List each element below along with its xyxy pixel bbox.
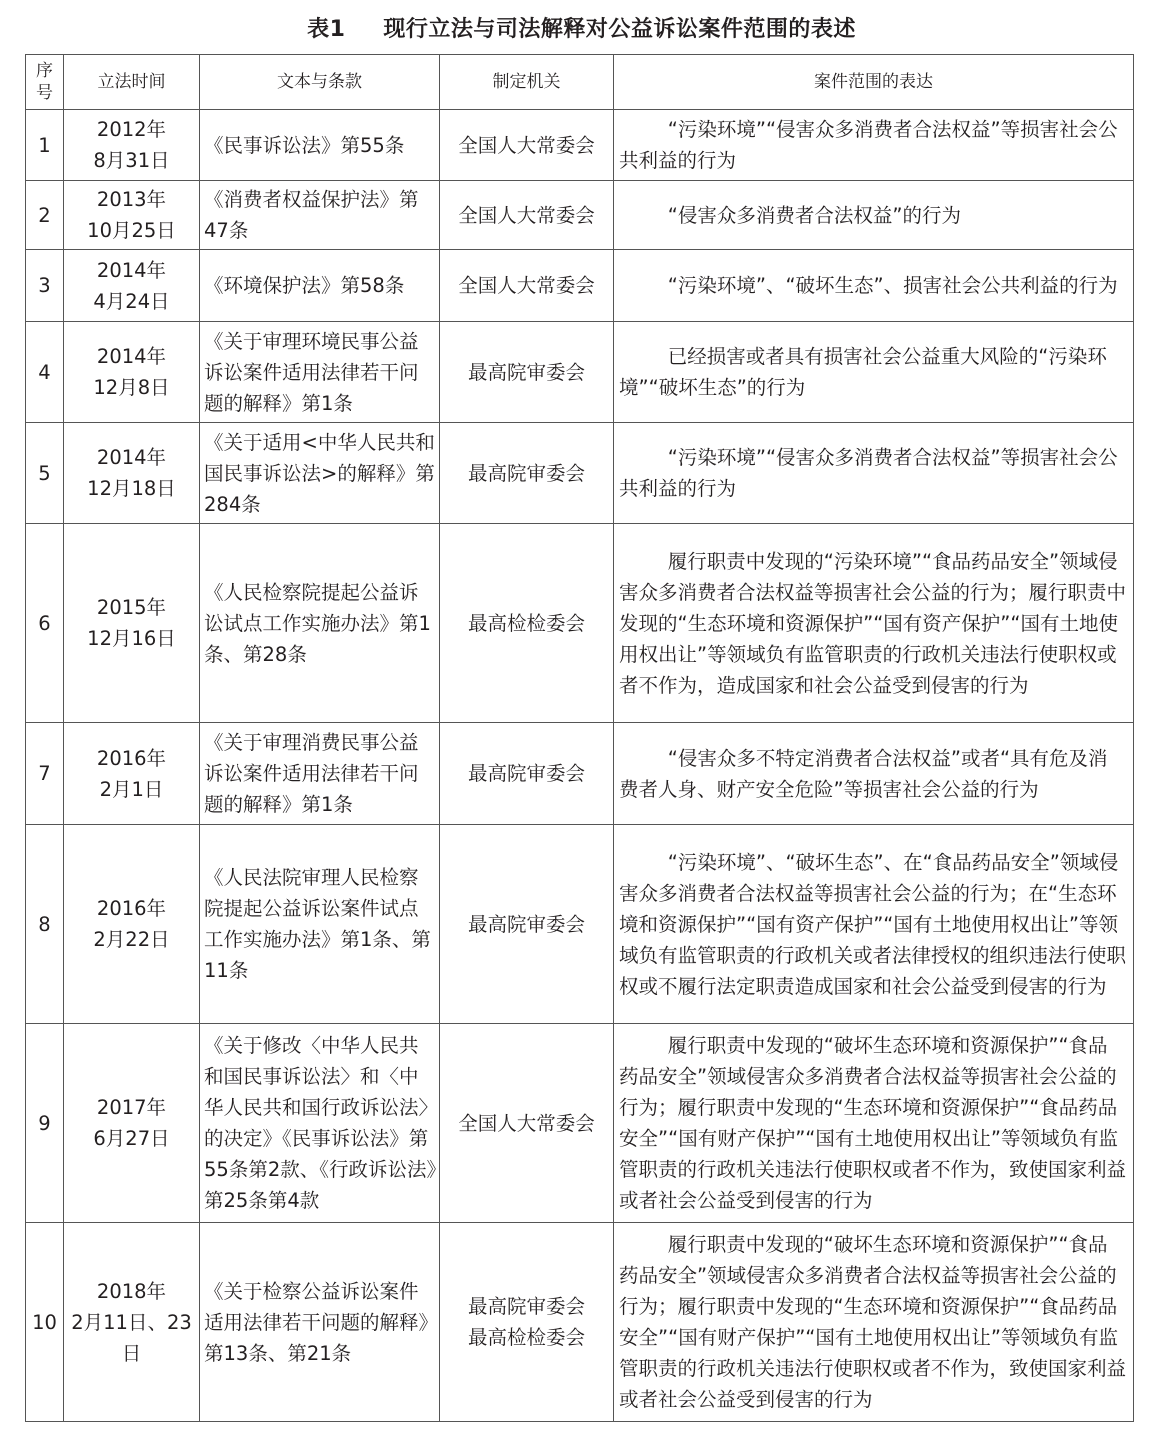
cell-seq: 5: [26, 423, 64, 524]
date-line: 2014年: [96, 258, 167, 282]
cell-text-clause: 《人民检察院提起公益诉讼试点工作实施办法》第1条、第28条: [200, 524, 440, 723]
date-line: 2014年: [96, 345, 167, 368]
cell-date: [64, 524, 200, 723]
cell-text-clause: 《民事诉讼法》第55条: [200, 110, 440, 181]
cell-seq: 3: [26, 250, 64, 322]
date-line: 2017年: [96, 1096, 167, 1119]
table-row: [26, 1223, 1134, 1422]
date-line: 2013年: [96, 188, 167, 211]
cell-org: [440, 1024, 614, 1223]
scope-text: “侵害众多消费者合法权益”的行为: [667, 203, 961, 227]
cell-scope: [614, 723, 1134, 825]
date-line: 8月31日: [93, 149, 170, 172]
cell-text-clause: 《关于审理消费民事公益诉讼案件适用法律若干问题的解释》第1条: [200, 723, 440, 825]
table-title: [0, 12, 1163, 43]
date-line: 12月16日: [87, 627, 176, 650]
table-number: 表1: [307, 17, 346, 42]
cell-seq: 7: [26, 723, 64, 825]
header-date: 立法时间: [64, 55, 200, 110]
cell-seq: 4: [26, 322, 64, 423]
cell-text-clause: 《环境保护法》第58条: [200, 250, 440, 322]
cell-text-clause: 《消费者权益保护法》第47条: [200, 181, 440, 250]
cell-scope: [614, 1223, 1134, 1422]
cell-scope: [614, 181, 1134, 250]
table-row: [26, 322, 1134, 423]
cell-seq: 9: [26, 1024, 64, 1223]
header-seq: 序号: [26, 55, 64, 110]
date-line: 4月24日: [93, 289, 170, 313]
cell-org: [440, 423, 614, 524]
cell-seq: 8: [26, 825, 64, 1024]
header-org: 制定机关: [440, 55, 614, 110]
org-line: 最高院审委会: [467, 762, 585, 785]
org-line: 全国人大常委会: [458, 274, 595, 297]
cell-text-clause: 《关于修改〈中华人民共和国民事诉讼法〉和〈中华人民共和国行政诉讼法〉的决定》《民事诉讼法》第55条第2款、《行政诉讼法》第25条第4款: [200, 1024, 440, 1223]
cell-org: [440, 1223, 614, 1422]
org-line: 最高院审委会: [467, 360, 585, 384]
cell-scope: [614, 250, 1134, 322]
org-line: 最高院审委会: [467, 1295, 585, 1318]
cell-date: [64, 825, 200, 1024]
cell-date: [64, 250, 200, 322]
org-line: 全国人大常委会: [458, 133, 595, 157]
cell-date: [64, 181, 200, 250]
date-line: 2016年: [96, 897, 167, 920]
cell-date: [64, 1223, 200, 1422]
date-line: 2月22日: [93, 928, 170, 951]
cell-text-clause: 《人民法院审理人民检察院提起公益诉讼案件试点工作实施办法》第1条、第11条: [200, 825, 440, 1024]
scope-text: 已经损害或者具有损害社会公益重大风险的“污染环境”“破坏生态”的行为: [619, 345, 1107, 399]
scope-text: “侵害众多不特定消费者合法权益”或者“具有危及消费者人身、财产安全危险”等损害社会公益的行为: [619, 746, 1108, 801]
date-line: 2015年: [96, 596, 167, 619]
cell-org: [440, 322, 614, 423]
table-caption: 现行立法与司法解释对公益诉讼案件范围的表述: [383, 17, 856, 42]
header-text: 文本与条款: [200, 55, 440, 110]
cell-scope: [614, 825, 1134, 1024]
cell-text-clause: 《关于检察公益诉讼案件适用法律若干问题的解释》第13条、第21条: [200, 1223, 440, 1422]
org-line: 最高院审委会: [467, 912, 585, 936]
cell-scope: [614, 423, 1134, 524]
table-row: [26, 110, 1134, 181]
cell-seq: 2: [26, 181, 64, 250]
cell-text-clause: 《关于适用<中华人民共和国民事诉讼法>的解释》第284条: [200, 423, 440, 524]
table-row: [26, 181, 1134, 250]
date-line: 12月8日: [93, 376, 170, 399]
cell-date: [64, 1024, 200, 1223]
cell-date: [64, 110, 200, 181]
scope-text: “污染环境”“侵害众多消费者合法权益”等损害社会公共利益的行为: [619, 118, 1118, 172]
date-line: 2014年: [96, 446, 167, 469]
cell-date: [64, 322, 200, 423]
date-line: 2月11日、23日: [71, 1310, 192, 1365]
scope-text: “污染环境”、“破坏生态”、在“食品药品安全”领域侵害众多消费者合法权益等损害社会公益的行为；在“生态环境和资源保护”“国有资产保护”“国有土地使用权出让”等领域负有监管职责的行政机关或者法律授权的组织违法行使职权或不履行法定职责造成国家和社会公益受到侵害的行为: [619, 850, 1127, 998]
cell-seq: 1: [26, 110, 64, 181]
cell-org: [440, 110, 614, 181]
table-row: [26, 250, 1134, 322]
scope-text: “污染环境”“侵害众多消费者合法权益”等损害社会公共利益的行为: [619, 446, 1118, 500]
table-row: [26, 825, 1134, 1024]
cell-scope: [614, 322, 1134, 423]
cell-seq: 10: [26, 1223, 64, 1422]
date-line: 2018年: [96, 1279, 167, 1303]
org-line: 最高检检委会: [467, 1326, 585, 1349]
table-row: [26, 524, 1134, 723]
scope-text: “污染环境”、“破坏生态”、损害社会公共利益的行为: [667, 274, 1118, 297]
scope-text: 履行职责中发现的“破坏生态环境和资源保护”“食品药品安全”领域侵害众多消费者合法权益等损害社会公益的行为；履行职责中发现的“生态环境和资源保护”“食品药品安全”“国有财产保护”“国有土地使用权出让”等领域负有监管职责的行政机关违法行使职权或者不作为，致使国家利益或者社会公益受到侵害的行为: [619, 1233, 1127, 1411]
cell-org: [440, 250, 614, 322]
date-line: 12月18日: [87, 477, 176, 500]
scope-text: 履行职责中发现的“污染环境”“食品药品安全”领域侵害众多消费者合法权益等损害社会公益的行为；履行职责中发现的“生态环境和资源保护”“国有资产保护”“国有土地使用权出让”等领域负有监管职责的行政机关违法行使职权或者不作为，造成国家和社会公益受到侵害的行为: [619, 549, 1127, 697]
cell-org: [440, 524, 614, 723]
org-line: 最高检检委会: [467, 611, 585, 635]
table-row: [26, 723, 1134, 825]
date-line: 2月1日: [99, 777, 164, 801]
date-line: 2016年: [96, 746, 167, 770]
legislation-table: [25, 54, 1134, 1422]
header-scope: 案件范围的表达: [614, 55, 1134, 110]
cell-org: [440, 825, 614, 1024]
header-row: [26, 55, 1134, 110]
cell-org: [440, 723, 614, 825]
cell-scope: [614, 524, 1134, 723]
cell-text-clause: 《关于审理环境民事公益诉讼案件适用法律若干问题的解释》第1条: [200, 322, 440, 423]
date-line: 6月27日: [93, 1127, 170, 1150]
scope-text: 履行职责中发现的“破坏生态环境和资源保护”“食品药品安全”领域侵害众多消费者合法权益等损害社会公益的行为；履行职责中发现的“生态环境和资源保护”“食品药品安全”“国有财产保护”“国有土地使用权出让”等领域负有监管职责的行政机关违法行使职权或者不作为，致使国家利益或者社会公益受到侵害的行为: [619, 1034, 1127, 1212]
date-line: 2012年: [96, 118, 167, 141]
org-line: 全国人大常委会: [458, 203, 595, 227]
cell-scope: [614, 110, 1134, 181]
cell-seq: 6: [26, 524, 64, 723]
cell-date: [64, 423, 200, 524]
cell-org: [440, 181, 614, 250]
cell-scope: [614, 1024, 1134, 1223]
table-row: [26, 1024, 1134, 1223]
date-line: 10月25日: [87, 219, 176, 242]
table-row: [26, 423, 1134, 524]
org-line: 最高院审委会: [467, 461, 585, 485]
cell-date: [64, 723, 200, 825]
org-line: 全国人大常委会: [458, 1111, 595, 1135]
